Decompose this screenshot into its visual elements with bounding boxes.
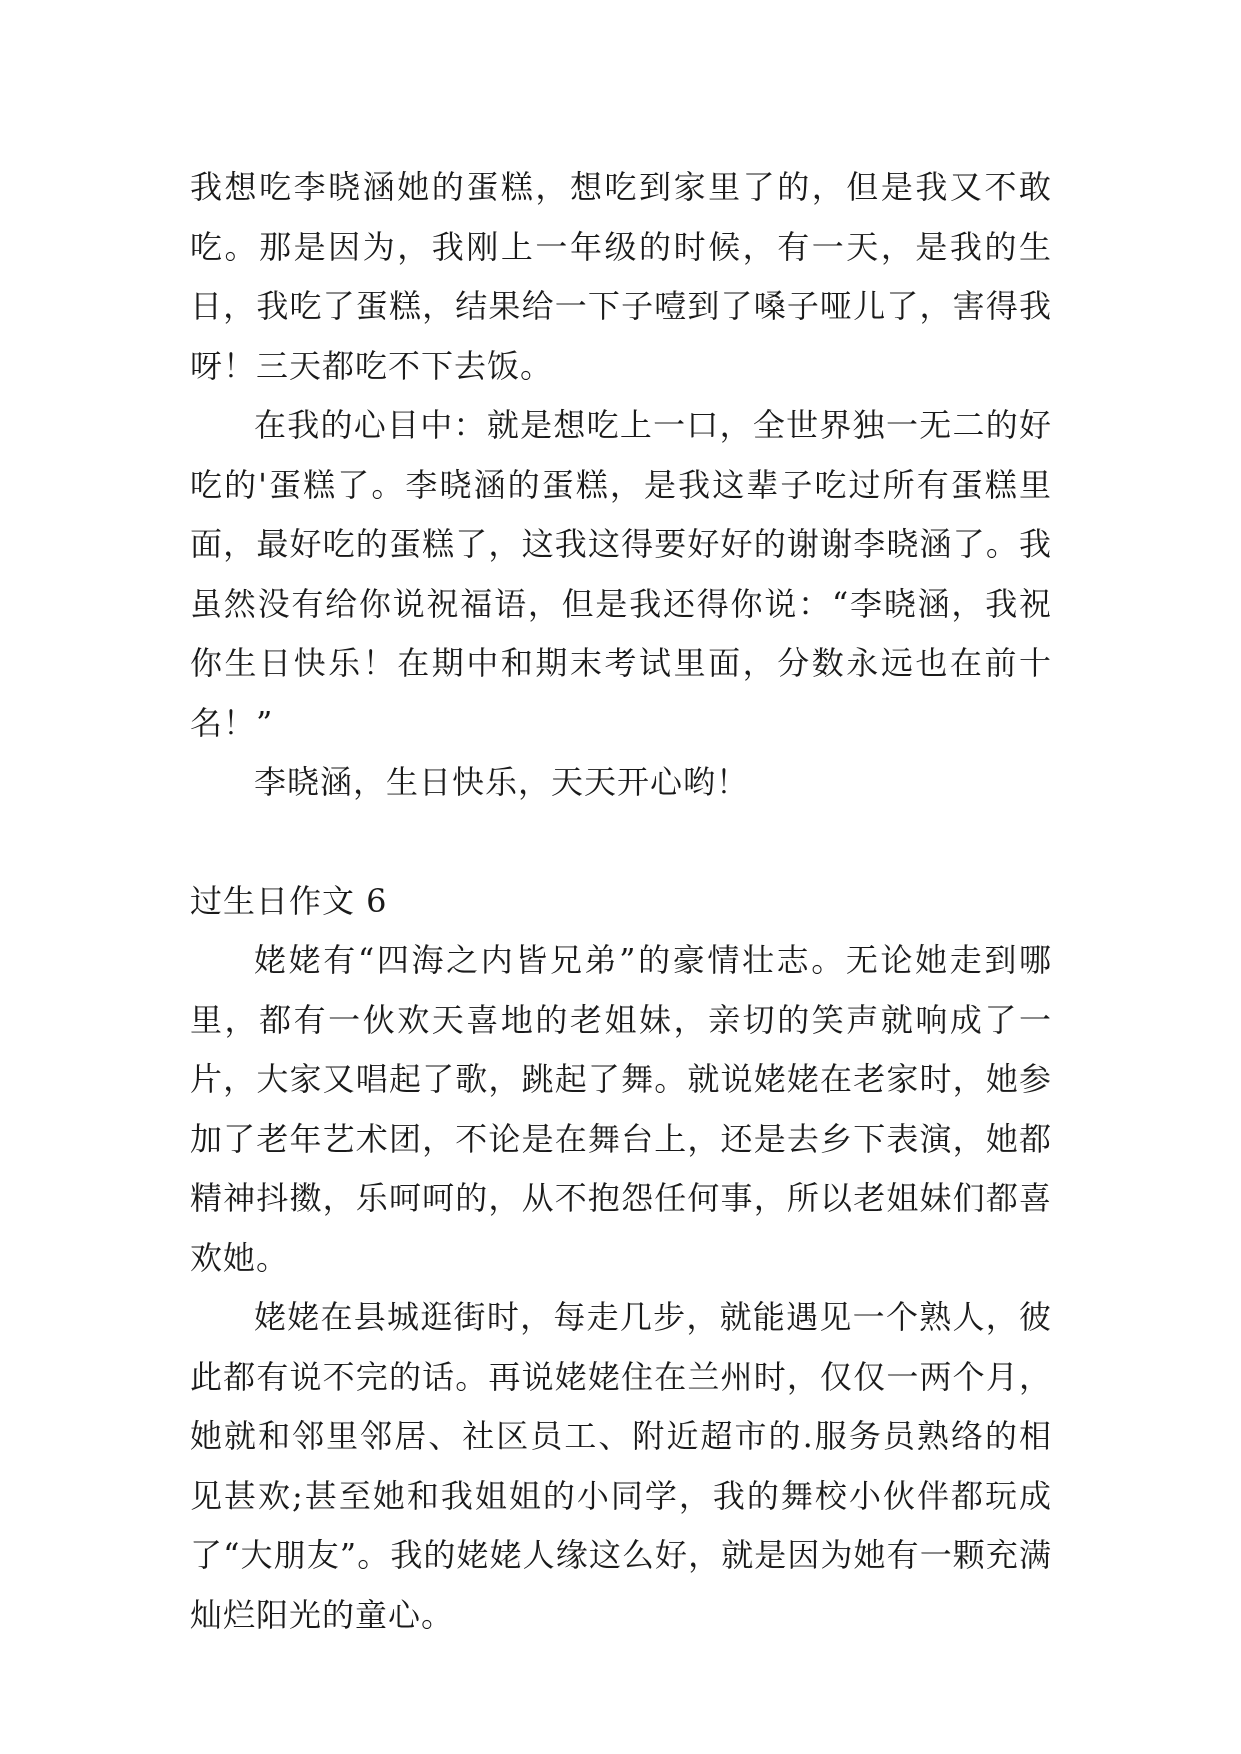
paragraph-3: 李晓涵，生日快乐，天天开心哟！ — [254, 763, 750, 801]
paragraph-2: 在我的心目中：就是想吃上一口，全世界独一无二的好吃的'蛋糕了。李晓涵的蛋糕，是我这辈子吃过所有蛋糕里面，最好吃的蛋糕了，这我这得要好好的谢谢李晓涵了。我虽然没有给你说祝福语，但是我还得你说：“李晓涵，我祝你生日快乐！在期中和期末考试里面，分数永远也在前十名！” — [190, 406, 1052, 742]
paragraph-5: 姥姥在县城逛街时，每走几步，就能遇见一个熟人，彼此都有说不完的话。再说姥姥住在兰州时，仅仅一两个月，她就和邻里邻居、社区员工、附近超市的.服务员熟络的相见甚欢;甚至她和我姐姐的小同学，我的舞校小伙伴都玩成了“大朋友”。我的姥姥人缘这么好，就是因为她有一颗充满灿烂阳光的童心。 — [190, 1298, 1052, 1634]
paragraph-4: 姥姥有“四海之内皆兄弟”的豪情壮志。无论她走到哪里，都有一伙欢天喜地的老姐妹，亲切的笑声就响成了一片，大家又唱起了歌，跳起了舞。就说姥姥在老家时，她参加了老年艺术团，不论是在舞台上，还是去乡下表演，她都精神抖擞，乐呵呵的，从不抱怨任何事，所以老姐妹们都喜欢她。 — [190, 941, 1052, 1277]
document-page — [190, 158, 1052, 1645]
section-heading: 过生日作文 6 — [190, 881, 388, 920]
paragraph-1: 我想吃李晓涵她的蛋糕，想吃到家里了的，但是我又不敢吃。那是因为，我刚上一年级的时候，有一天，是我的生日，我吃了蛋糕，结果给一下子噎到了嗓子哑儿了，害得我呀！三天都吃不下去饭。 — [190, 168, 1052, 385]
